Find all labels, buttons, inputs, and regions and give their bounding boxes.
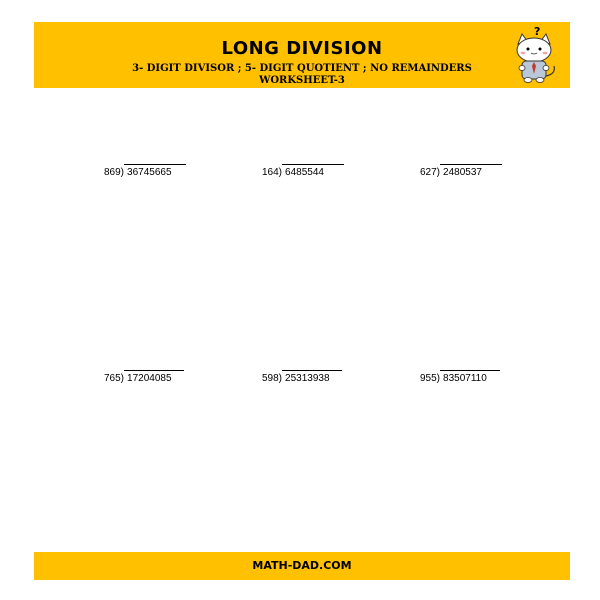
dividend: 6485544 xyxy=(282,167,324,179)
divisor: 627) xyxy=(420,167,441,178)
division-bar xyxy=(124,370,184,371)
division-problem-6 xyxy=(420,373,487,385)
dividend: 17204085 xyxy=(124,373,172,385)
divisor: 765) xyxy=(104,373,125,384)
cat-mascot-icon xyxy=(508,24,564,86)
page-title: LONG DIVISION xyxy=(221,38,383,59)
divisor: 598) xyxy=(262,373,283,384)
divisor: 869) xyxy=(104,167,125,178)
dividend: 2480537 xyxy=(440,167,482,179)
division-bar xyxy=(282,370,342,371)
footer-site-link[interactable]: MATH-DAD.COM xyxy=(252,559,352,572)
division-problem-2 xyxy=(262,167,324,179)
header-banner xyxy=(34,22,570,88)
dividend: 25313938 xyxy=(282,373,330,385)
dividend: 36745665 xyxy=(124,167,172,179)
page-subtitle: 3- DIGIT DIVISOR ; 5- DIGIT QUOTIENT ; NO REMAINDERS xyxy=(132,63,472,74)
division-problem-3 xyxy=(420,167,482,179)
divisor: 164) xyxy=(262,167,283,178)
footer-banner xyxy=(34,552,570,580)
division-bar xyxy=(440,164,502,165)
division-problem-4 xyxy=(104,373,172,385)
divisor: 955) xyxy=(420,373,441,384)
division-bar xyxy=(440,370,500,371)
division-problem-1 xyxy=(104,167,172,179)
division-bar xyxy=(282,164,344,165)
division-problem-5 xyxy=(262,373,330,385)
svg-text:?: ? xyxy=(534,25,541,38)
dividend: 83507110 xyxy=(440,373,487,385)
worksheet-label: WORKSHEET-3 xyxy=(259,75,345,86)
division-bar xyxy=(124,164,186,165)
